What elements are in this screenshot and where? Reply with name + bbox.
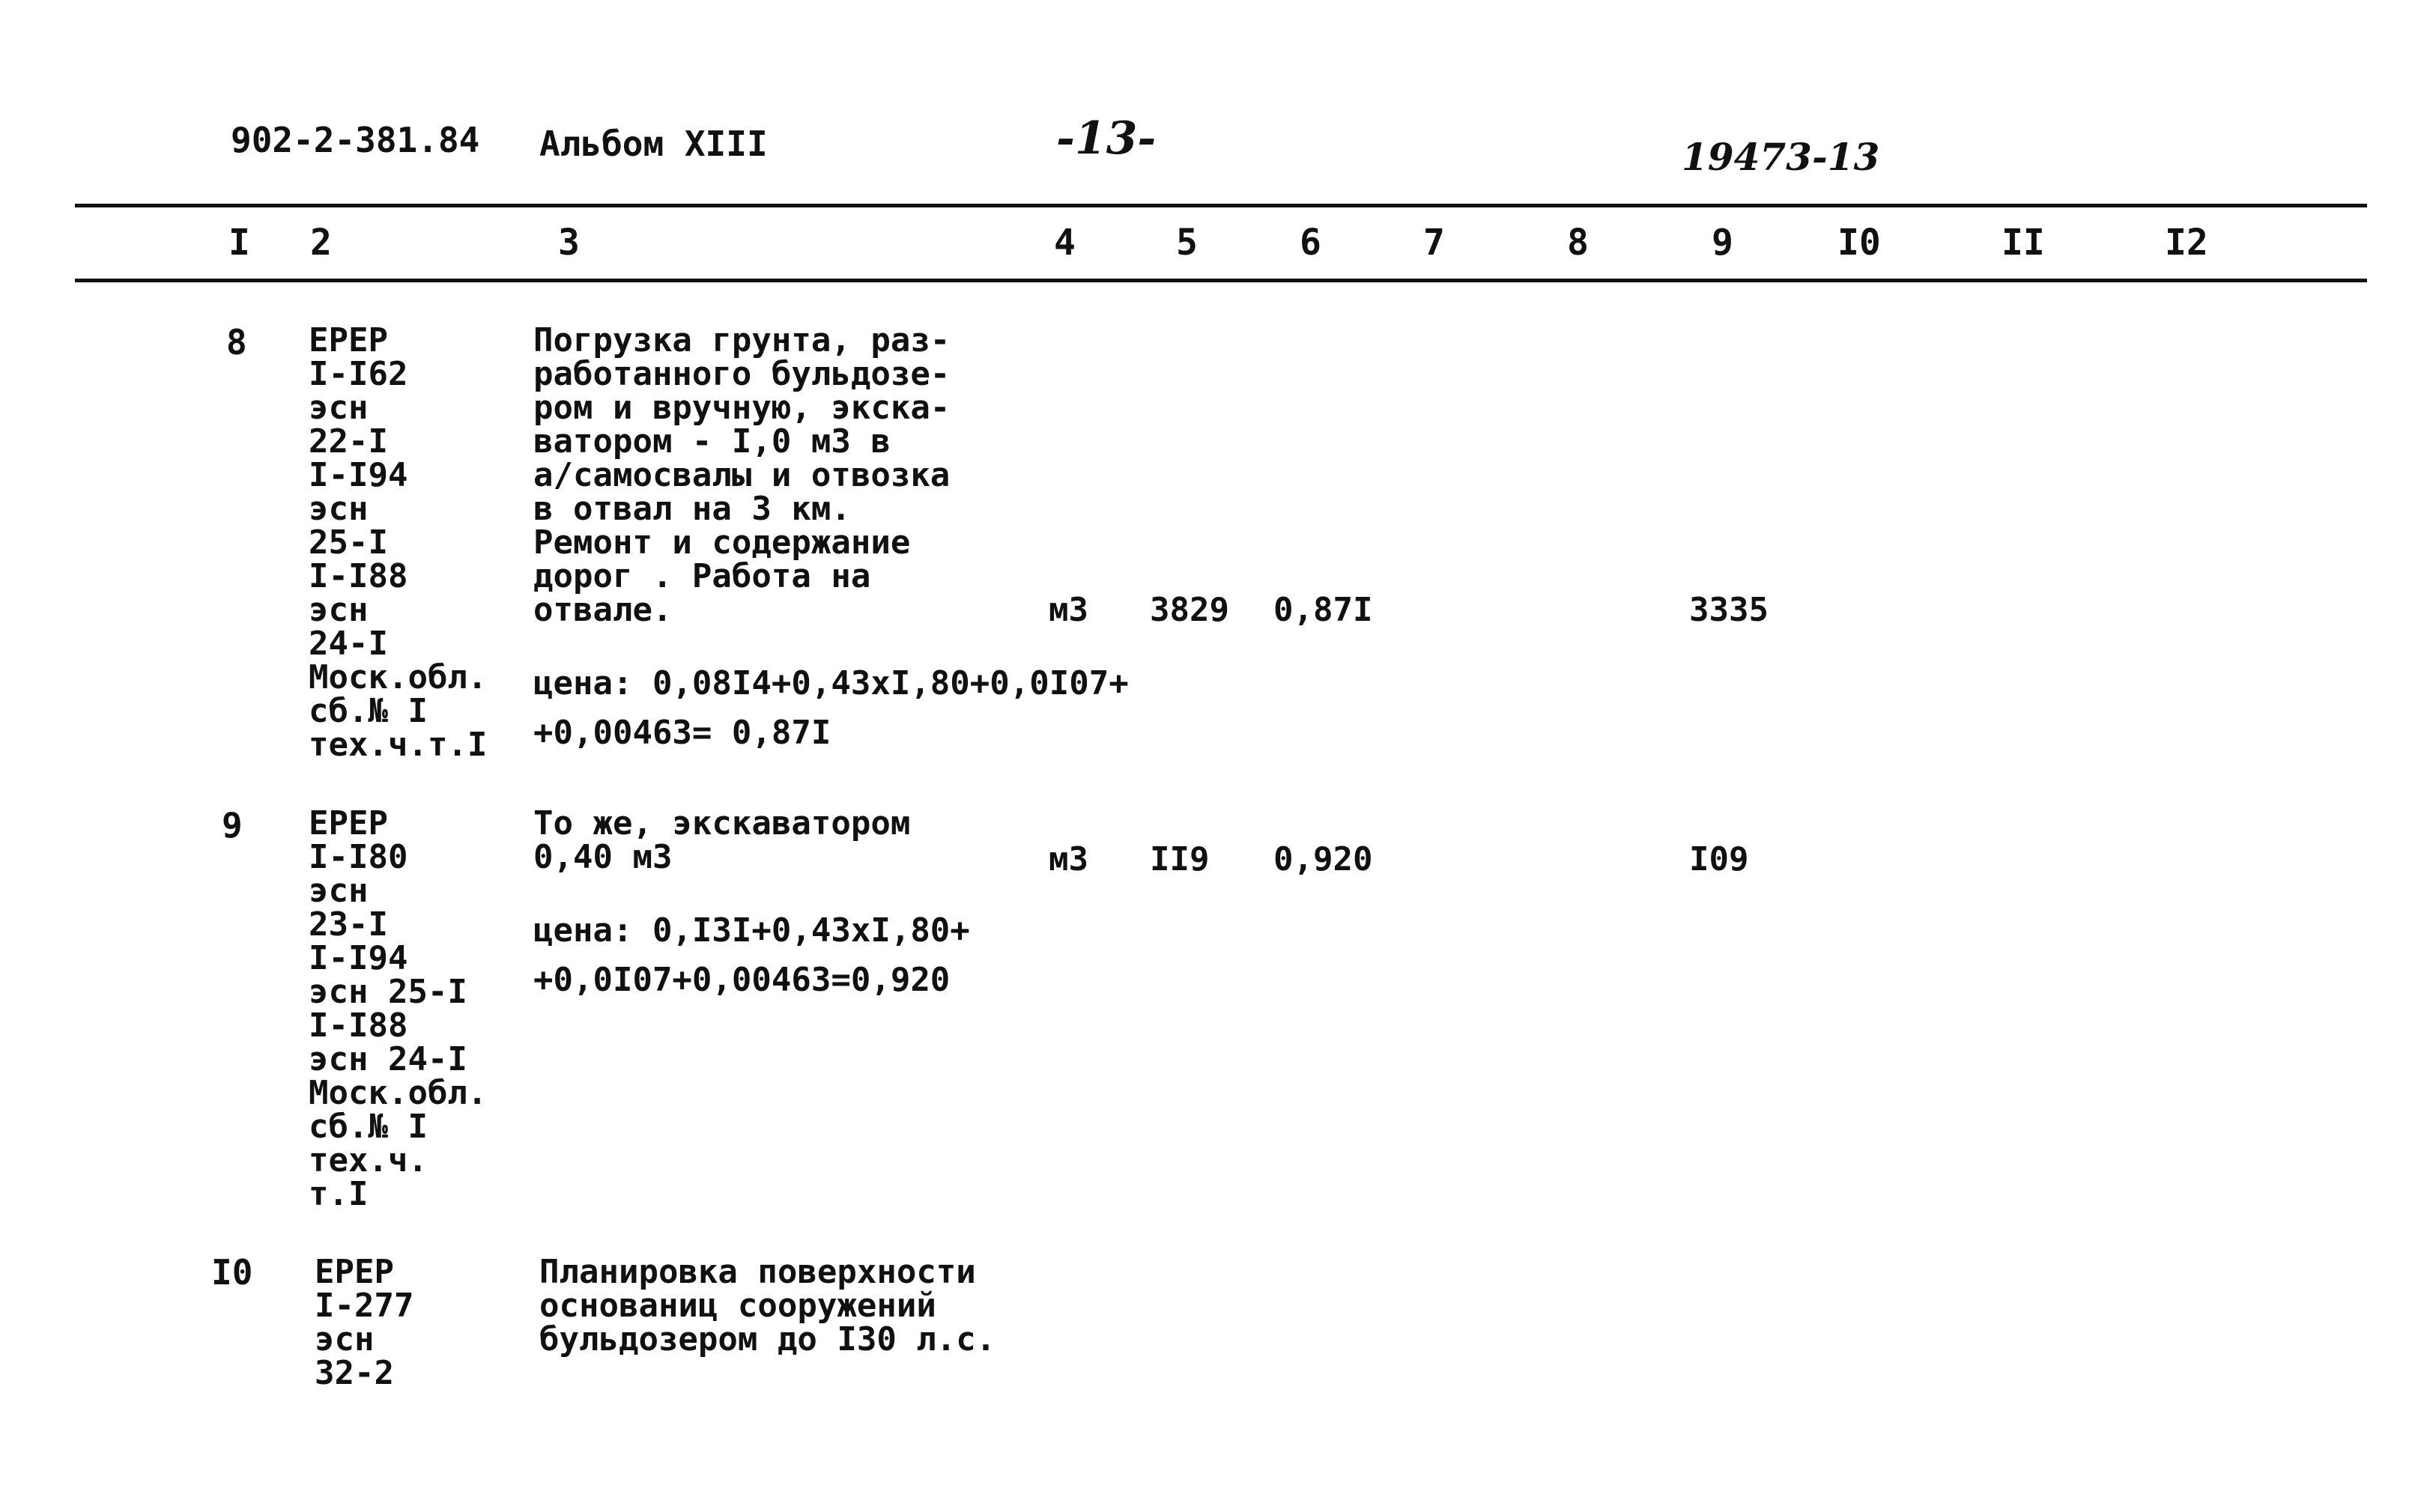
- price-formula: [533, 906, 970, 1005]
- column-number: 4: [1054, 222, 1076, 264]
- reference-line: I-I88: [309, 557, 408, 595]
- reference-line: тех.ч.т.I: [309, 726, 488, 764]
- reference-line: эсн 24-I: [309, 1040, 467, 1078]
- reference-line: ЕРЕР: [309, 804, 388, 842]
- document-code: 902-2-381.84: [231, 120, 480, 160]
- reference-line: т.I: [309, 1175, 369, 1213]
- reference-line: эсн: [309, 389, 369, 427]
- description-line: а/самосвалы и отвозка: [533, 456, 951, 494]
- column-number: II: [2002, 222, 2045, 264]
- unit-value: м3: [1049, 840, 1088, 878]
- page-number: -13-: [1056, 112, 1157, 165]
- row-description: [533, 321, 951, 629]
- reference-line: ЕРЕР: [309, 321, 388, 359]
- price-line: +0,0I07+0,00463=0,920: [533, 961, 951, 999]
- column-number: 2: [310, 222, 332, 264]
- description-line: ватором - I,0 м3 в: [533, 422, 891, 461]
- total-value: 3335: [1689, 591, 1769, 629]
- reference-line: 22-I: [309, 422, 388, 461]
- price-line: цена: 0,I3I+0,43xI,80+: [533, 911, 970, 950]
- sheet-code: 19473-13: [1682, 135, 1880, 179]
- reference-line: 32-2: [315, 1354, 394, 1392]
- unit-value: м3: [1049, 591, 1088, 629]
- column-number: 3: [558, 222, 580, 264]
- reference-line: I-I94: [309, 939, 408, 977]
- description-line: отвале.: [533, 591, 673, 629]
- reference-line: I-I62: [309, 355, 408, 393]
- reference-line: сб.№ I: [309, 1108, 428, 1146]
- price-formula: [533, 659, 1129, 758]
- reference-line: 25-I: [309, 523, 388, 562]
- description-line: работанного бульдозе-: [533, 355, 951, 393]
- column-number: I0: [1837, 222, 1881, 264]
- total-value: I09: [1689, 840, 1749, 878]
- reference-line: эсн: [315, 1320, 375, 1358]
- row-number: I0: [211, 1252, 253, 1293]
- reference-line: эсн: [309, 872, 369, 910]
- description-line: ром и вручную, экска-: [533, 389, 951, 427]
- description-line: бульдозером до I30 л.с.: [539, 1320, 996, 1358]
- quantity-value: 3829: [1150, 591, 1229, 629]
- row-references: [309, 804, 488, 1213]
- column-number: 7: [1423, 222, 1445, 264]
- column-number: 8: [1567, 222, 1589, 264]
- header-bottom-rule: [75, 279, 2367, 282]
- reference-line: сб.№ I: [309, 692, 428, 730]
- reference-line: I-277: [315, 1287, 414, 1325]
- description-line: в отвал на 3 км.: [533, 490, 851, 528]
- column-number: 5: [1176, 222, 1198, 264]
- row-number: 9: [222, 805, 243, 845]
- unit-price-value: 0,87I: [1273, 591, 1373, 629]
- reference-line: I-I94: [309, 456, 408, 494]
- description-line: дорог . Работа на: [533, 557, 871, 595]
- row-references: [315, 1255, 413, 1390]
- row-number: 8: [226, 322, 247, 362]
- reference-line: Моск.обл.: [309, 1074, 488, 1112]
- column-number: 9: [1712, 222, 1733, 264]
- row-references: [309, 321, 488, 764]
- reference-line: 23-I: [309, 905, 388, 944]
- reference-line: I-I88: [309, 1007, 408, 1045]
- price-line: цена: 0,08I4+0,43xI,80+0,0I07+: [533, 664, 1129, 702]
- header-top-rule: [75, 204, 2367, 207]
- description-line: Планировка поверхности: [539, 1253, 976, 1291]
- reference-line: I-I80: [309, 838, 408, 876]
- description-line: 0,40 м3: [533, 838, 673, 876]
- column-number: 6: [1300, 222, 1321, 264]
- reference-line: эсн 25-I: [309, 973, 467, 1011]
- reference-line: эсн: [309, 490, 369, 528]
- row-description: [533, 804, 911, 876]
- price-line: +0,00463= 0,87I: [533, 714, 831, 752]
- reference-line: Моск.обл.: [309, 658, 488, 696]
- reference-line: ЕРЕР: [315, 1253, 394, 1291]
- description-line: Погрузка грунта, раз-: [533, 321, 951, 359]
- description-line: Ремонт и содержание: [533, 523, 911, 562]
- quantity-value: II9: [1150, 840, 1210, 878]
- description-line: основаниц сооружений: [539, 1287, 936, 1325]
- reference-line: тех.ч.: [309, 1141, 428, 1179]
- reference-line: 24-I: [309, 625, 388, 663]
- unit-price-value: 0,920: [1273, 840, 1373, 878]
- column-number: I: [228, 222, 250, 264]
- description-line: То же, экскаватором: [533, 804, 911, 842]
- reference-line: эсн: [309, 591, 369, 629]
- column-number: I2: [2165, 222, 2208, 264]
- album-label: Альбом XIII: [539, 124, 768, 164]
- row-description: [539, 1255, 996, 1356]
